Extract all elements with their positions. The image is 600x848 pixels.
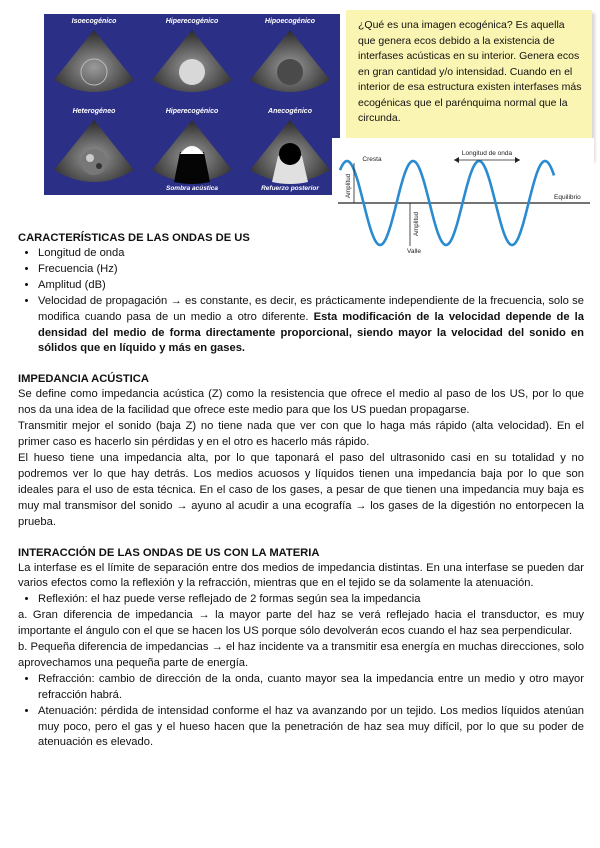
figure-cell-isoecogenico [46,16,142,104]
ultrasound-image [144,116,240,192]
paragraph: Se define como impedancia acústica (Z) como la resistencia que ofrece el medio al paso de los US, por lo que nos da una idea de la facilidad que ofrece este medio para que los US puedan propagarse. [18,388,584,417]
ultrasound-figure [44,14,340,195]
ultrasound-image [144,26,240,102]
document-body [18,230,584,751]
list-item: • Refracción: cambio de dirección de la onda, cuanto mayor sea la impedancia entre un medio y otro mayor refracción habrá. [38,672,584,704]
figure-label: Hipoecogénico [264,18,316,25]
figure-cell-sombra [144,106,240,194]
figure-label: Anecogénico [268,108,312,115]
figure-label: Hiperecogénico [165,18,219,25]
characteristics-list [18,246,584,357]
section-title: CARACTERÍSTICAS DE LAS ONDAS DE US [18,232,250,244]
paragraph: Transmitir mejor el sonido (baja Z) no tiene nada que ver con que lo haga más rápido (alta velocidad). En el primer caso es hacerlo sin pérdidas y en el otro es hacerlo más rápido. [18,420,584,449]
wave-amplitude-label: Amplitud [345,173,352,198]
section-title: IMPEDANCIA ACÚSTICA [18,373,149,386]
figure-label: Isoecogénico [71,18,117,25]
list-item: • Atenuación: pérdida de intensidad conforme el haz va avanzando por un tejido. Los medios líquidos atenúan muy poco, pero el gas y el hueso hacen que la penetración de haz sea muy difícil, por lo que su poder de atenuación es elevado. [38,704,584,752]
figure-label: Heterogéneo [72,108,116,115]
figure-cell-refuerzo [242,106,338,194]
paragraph: b. Pequeña diferencia de impedancias → el haz incidente va a transmitir esa energía en muchas direcciones, solo aprovechamos una pequeña parte de energía. [18,641,584,669]
list-item: • Reflexión: el haz puede verse reflejado de 2 formas según sea la impedancia [38,592,584,608]
paragraph: El hueso tiene una impedancia alta, por lo que taponará el paso del ultrasonido casi en su totalidad y no podremos ver lo que hay detrás. Los medios acuosos y líquidos tienen una impedancia baja por lo que son ideales para el uso de esta técnica. En el caso de los gases, a pesar de que tienen una impedancia muy baja es muy mal transmisor del sonido → ayuno al acudir a una ecografía → los gases de la digestión no entorpecen la prueba. [18,451,584,528]
list-item: • Frecuencia (Hz) [38,262,584,278]
paragraph: a. Gran diferencia de impedancia → la mayor parte del haz se verá reflejado hacia el transductor, es muy importante el ángulo con el que se hacen los US porque sólo devolverán ecos cuando el haz sea perpendicular. [18,609,584,638]
figure-label: Hiperecogénico [165,108,219,115]
wave-crest-label: Cresta [362,156,382,163]
ultrasound-image [46,26,142,102]
ultrasound-image [46,116,142,192]
wave-equilibrium-label: Equilibrio [554,194,581,201]
ultrasound-image [242,116,338,192]
list-item: • Longitud de onda [38,246,584,262]
wave-trough-label: Valle [407,248,421,255]
note-text: ¿Qué es una imagen ecogénica? Es aquella que genera ecos debido a la existencia de interfases acústicas en su interior. Genera ecos en gran cantidad y/o intensidad. Cuando en el interior de esa estructura existen interfases más ecogénicas que el parénquima normal que la circunda. [358,19,582,124]
figure-cell-hiperecogenico [144,16,240,104]
figure-cell-heterogeneo [46,106,142,194]
figure-caption: Sombra acústica [165,185,219,192]
item-text-bold: Esta modificación de la velocidad depende de la densidad del medio de forma directamente proporcional, siendo mayor la velocidad del sonido en sólidos que en líquido y más en gases. [38,310,584,355]
wave-amplitude-label: Amplitud [413,211,420,236]
list-item [38,294,584,358]
figure-caption: Refuerzo posterior [261,185,319,192]
section-title: INTERACCIÓN DE LAS ONDAS DE US CON LA MATERIA [18,546,320,559]
paragraph: La interfase es el límite de separación entre dos medios de impedancia distintas. En una interfase se pueden dar varios efectos como la reflexión y la refracción, mientras que en el tejido se da solamente la atenuación. [18,561,584,590]
wave-length-label: Longitud de onda [461,150,513,157]
list-item: • Amplitud (dB) [38,278,584,294]
ultrasound-image [242,26,338,102]
figure-cell-hipoecogenico [242,16,338,104]
item-text: Velocidad de propagación → es constante, es decir, es prácticamente independiente de la frecuencia, solo se modifica cuando pasa de un medio a otro diferente. [38,294,584,323]
